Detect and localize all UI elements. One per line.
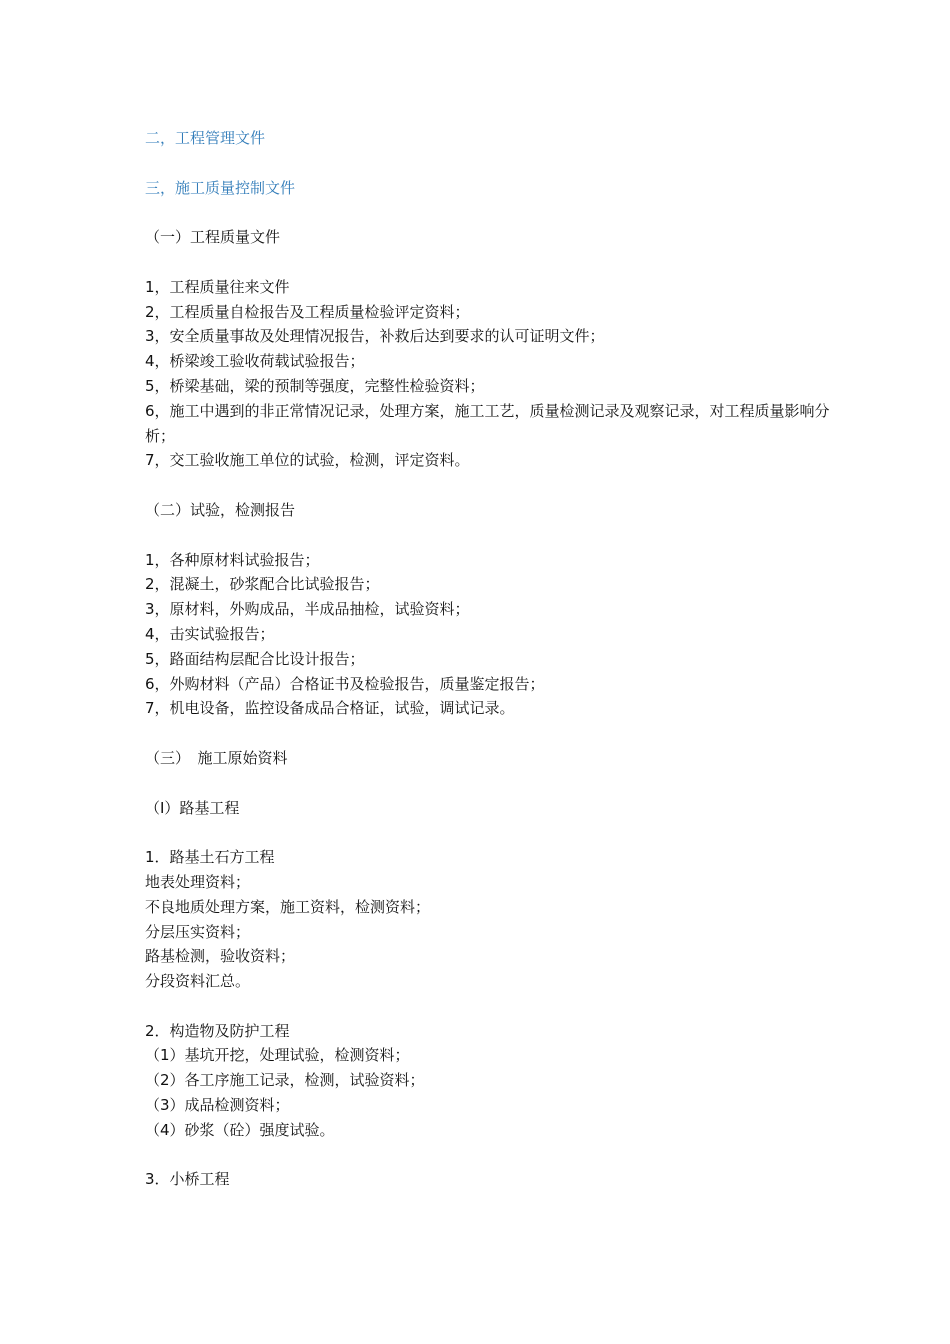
list-item: 地表处理资料；	[145, 872, 251, 891]
list-item: 2，工程质量自检报告及工程质量检验评定资料；	[145, 302, 470, 321]
list-item: 3，原材料，外购成品，半成品抽检，试验资料；	[145, 600, 470, 619]
spacer	[145, 250, 835, 275]
list-item: 7，交工验收施工单位的试验，检测，评定资料。	[145, 451, 470, 470]
spacer	[145, 1143, 835, 1168]
list-item: 3，安全质量事故及处理情况报告，补救后达到要求的认可证明文件；	[145, 327, 605, 346]
spacer	[145, 994, 835, 1019]
list-item: 分层压实资料；	[145, 922, 251, 941]
spacer	[145, 473, 835, 498]
part-title-earthwork: 1．路基土石方工程	[145, 848, 275, 867]
list-item: 6，外购材料（产品）合格证书及检验报告，质量鉴定报告；	[145, 674, 545, 693]
spacer	[145, 151, 835, 176]
list-item: 4，桥梁竣工验收荷载试验报告；	[145, 352, 365, 371]
list-item: 2，混凝土，砂浆配合比试验报告；	[145, 575, 380, 594]
spacer	[145, 771, 835, 796]
list-item: 5，路面结构层配合比设计报告；	[145, 649, 365, 668]
document-body	[145, 126, 835, 1192]
section-title-quality-documents: （一）工程质量文件	[145, 228, 281, 247]
heading-engineering-management: 二，工程管理文件	[145, 129, 266, 147]
list-item: 路基检测，验收资料；	[145, 947, 296, 966]
list-item: 4，击实试验报告；	[145, 624, 275, 643]
part-title-structures: 2．构造物及防护工程	[145, 1021, 290, 1040]
list-item: 1，工程质量往来文件	[145, 277, 290, 296]
part-title-small-bridge: 3．小桥工程	[145, 1170, 230, 1189]
spacer	[145, 721, 835, 746]
list-item: （3）成品检测资料；	[145, 1096, 290, 1115]
list-item: 分段资料汇总。	[145, 972, 251, 991]
list-item: （1）基坑开挖，处理试验，检测资料；	[145, 1046, 410, 1065]
list-item: （4）砂浆（砼）强度试验。	[145, 1120, 335, 1139]
heading-quality-control: 三，施工质量控制文件	[145, 178, 296, 197]
list-item: 6，施工中遇到的非正常情况记录，处理方案，施工工艺，质量检测记录及观察记录，对工程质量影响分析；	[145, 401, 830, 445]
list-item: 1，各种原材料试验报告；	[145, 550, 320, 569]
spacer	[145, 820, 835, 845]
spacer	[145, 523, 835, 548]
section-title-test-reports: （二）试验，检测报告	[145, 500, 296, 519]
list-item: 5，桥梁基础，梁的预制等强度，完整性检验资料；	[145, 376, 485, 395]
list-item: （2）各工序施工记录，检测，试验资料；	[145, 1071, 425, 1090]
subsection-title-roadbed: （Ⅰ）路基工程	[145, 798, 240, 817]
list-item: 不良地质处理方案，施工资料，检测资料；	[145, 897, 431, 916]
list-item: 7，机电设备，监控设备成品合格证，试验，调试记录。	[145, 699, 515, 718]
section-title-original-records: （三） 施工原始资料	[145, 748, 288, 767]
spacer	[145, 200, 835, 225]
